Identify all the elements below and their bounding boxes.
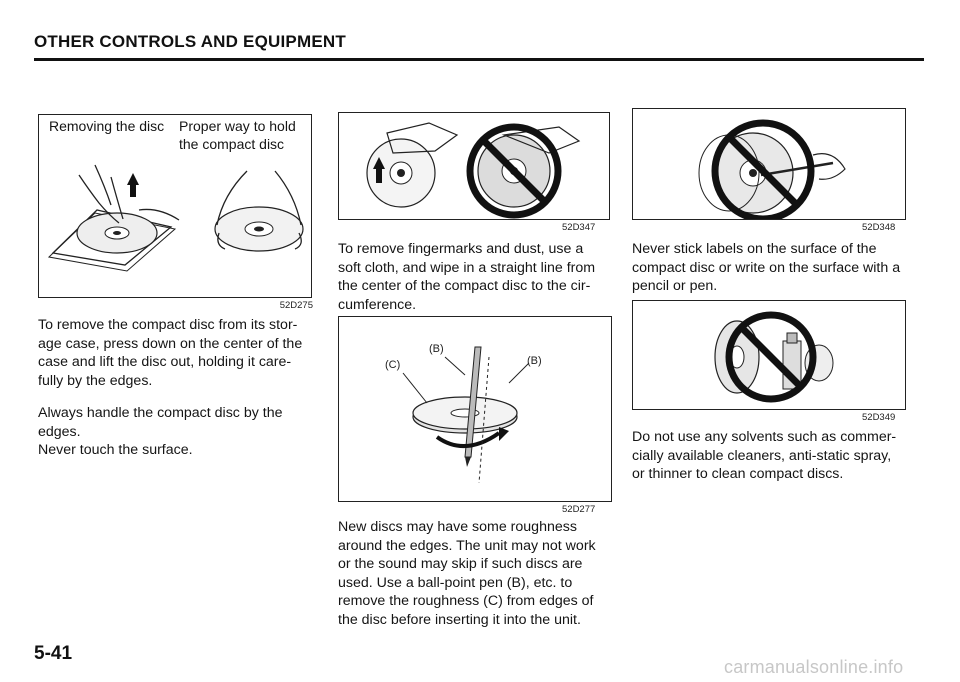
text-line: Do not use any solvents such as commer-	[632, 429, 897, 445]
label-removing-disc: Removing the disc	[49, 118, 165, 134]
column3-paragraph2	[632, 428, 904, 484]
text-line: edges.	[38, 423, 81, 440]
text-line: age case, press down on the center of the	[38, 335, 303, 352]
figure-no-solvents	[632, 300, 906, 410]
label-proper-way-line1: Proper way to hold	[179, 118, 296, 134]
no-labels-illustration	[633, 109, 905, 219]
text-line: used. Use a ball-point pen (B), etc. to	[338, 574, 573, 591]
page-number: 5-41	[34, 643, 73, 664]
figure-code: 52D275	[279, 300, 313, 311]
text-line: Never touch the surface.	[38, 442, 193, 459]
text-line: remove the roughness (C) from edges of	[338, 593, 594, 610]
text-line: To remove the compact disc from its stor-	[38, 317, 298, 333]
text-line: compact disc or write on the surface with a	[632, 259, 901, 276]
figure-code: 52D348	[862, 222, 896, 233]
text-line: New discs may have some roughness	[338, 519, 577, 535]
figure-remove-roughness	[338, 316, 612, 502]
column1-paragraph2	[38, 404, 312, 460]
text-line: soft cloth, and wipe in a straight line from	[338, 259, 596, 276]
text-line: around the edges. The unit may not work	[338, 537, 596, 554]
text-line: Always handle the compact disc by the	[38, 405, 283, 421]
figure-wiping-disc	[338, 112, 610, 220]
figure-code: 52D277	[562, 504, 596, 515]
callout-b-right: (B)	[527, 355, 542, 367]
callout-b-left: (B)	[429, 343, 444, 355]
figure-no-labels	[632, 108, 906, 220]
watermark: carmanualsonline.info	[724, 657, 904, 677]
text-line: fully by the edges.	[38, 372, 153, 389]
text-line: the disc before inserting it into the unit.	[338, 611, 581, 628]
text-line: the center of the compact disc to the cir-	[338, 278, 591, 295]
text-line: or the sound may skip if such discs are	[338, 556, 583, 573]
text-line: pencil or pen.	[632, 278, 718, 295]
disc-removal-illustration	[39, 115, 311, 297]
column3-paragraph1	[632, 240, 904, 296]
pen-roughness-illustration	[339, 317, 611, 501]
figure-removing-disc	[38, 114, 313, 311]
page-header-title: OTHER CONTROLS AND EQUIPMENT	[34, 32, 346, 51]
text-line: cially available cleaners, anti-static spray,	[632, 447, 892, 464]
label-proper-way-line2: the compact disc	[179, 136, 285, 152]
text-line: To remove fingermarks and dust, use a	[338, 241, 584, 257]
column2-paragraph1	[338, 240, 610, 314]
text-line: cumference.	[338, 296, 417, 313]
figure-code: 52D347	[562, 222, 596, 233]
disc-wiping-illustration	[339, 113, 609, 219]
text-line: or thinner to clean compact discs.	[632, 466, 844, 483]
text-line: case and lift the disc out, holding it care-	[38, 354, 292, 371]
column1-paragraph1	[38, 316, 312, 390]
no-solvents-illustration	[633, 301, 905, 409]
column2-paragraph2	[338, 518, 610, 630]
header-rule	[34, 58, 924, 61]
text-line: Never stick labels on the surface of the	[632, 241, 877, 257]
callout-c: (C)	[385, 359, 401, 371]
figure-code: 52D349	[862, 412, 896, 423]
